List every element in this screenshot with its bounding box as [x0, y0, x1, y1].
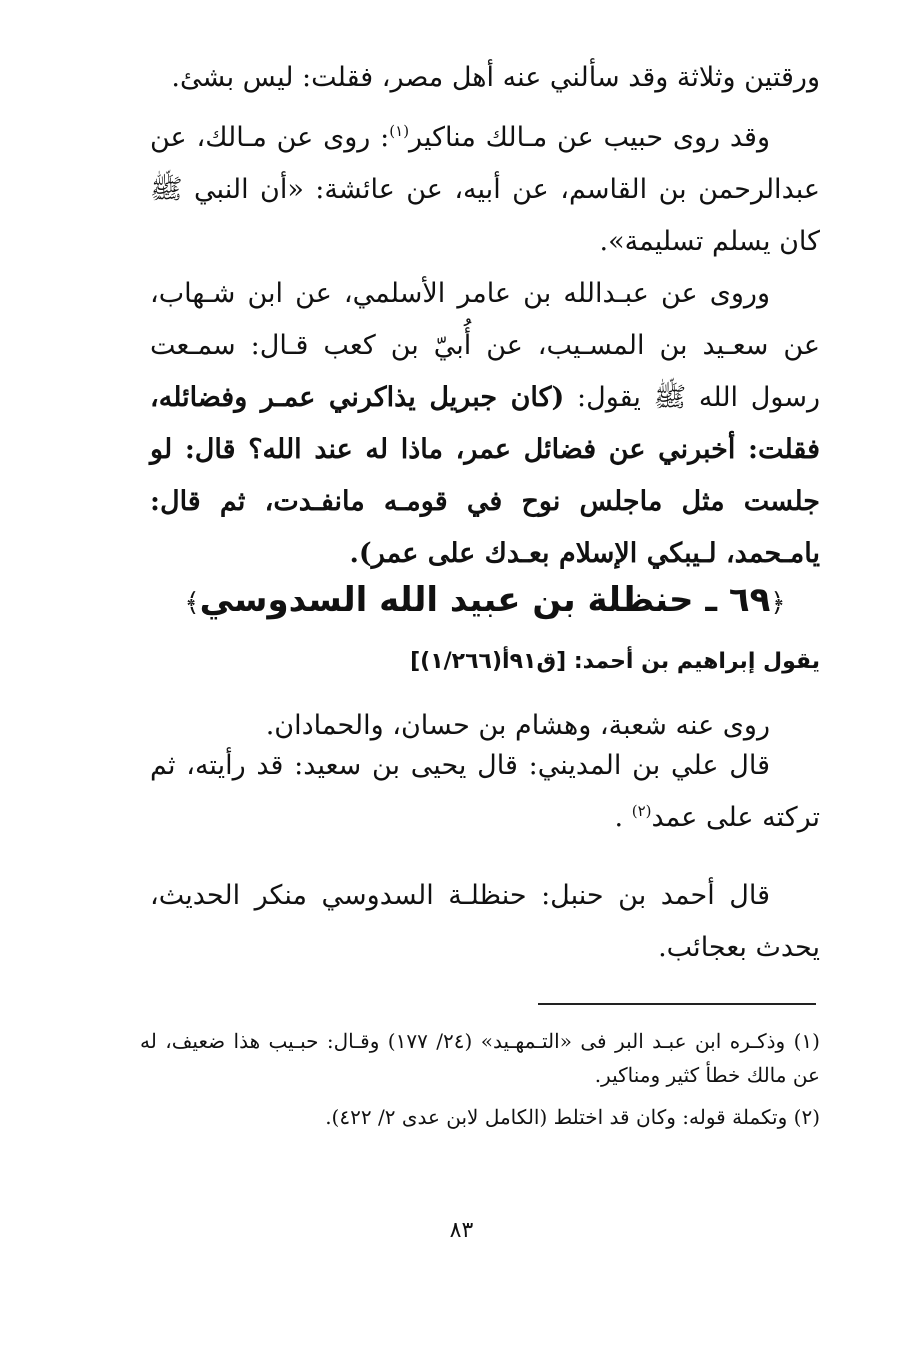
- footnote-2: (٢) وتكملة قوله: وكان قد اختلط (الكامل لابن عدى ٢/ ٤٢٢).: [325, 1105, 820, 1129]
- paragraph-1-text: ورقتين وثلاثة وقد سألني عنه أهل مصر، فقلت: ليس بشئ.: [171, 62, 820, 93]
- paragraph-4-text: روى عنه شعبة، وهشام بن حسان، والحمادان.: [265, 710, 770, 741]
- hadith-quote: (كان جبريل يذاكرني عمـر وفضائله، فقلت: أخبرني عن فضائل عمر، ماذا له عند الله؟ قال: لو جلست مثل ماجلس نوح في قومـه مانفـدت، ثم قال: يامـحمد، لـيبكي الإسلام بعـدك على عمر).: [150, 382, 821, 569]
- paragraph-6-text: قال أحمد بن حنبل: حنظلـة السدوسي منكر الحديث، يحدث بعجائب.: [150, 880, 820, 963]
- footnote-ref-1: (١): [389, 122, 410, 140]
- paragraph-6: [150, 870, 820, 974]
- paragraph-5: [150, 740, 820, 844]
- footnote-ref-2: (٢): [631, 802, 652, 820]
- page-number: ٨٣: [449, 1218, 474, 1243]
- footnotes: [140, 1024, 820, 1142]
- heading-ornament-right: ﴾: [184, 588, 200, 618]
- paragraph-2-text-b: : روى عن مـالك، عن عبدالرحمن بن القاسم، عن أبيه، عن عائشة: «أن النبي ﷺ كان يسلم تسليمة».: [150, 122, 820, 257]
- heading-ornament-left: ﴿: [770, 588, 786, 618]
- paragraph-3: [150, 268, 820, 580]
- paragraph-1: [150, 52, 820, 104]
- paragraph-2: [150, 112, 820, 268]
- paragraph-3-text: وروى عن عبـدالله بن عامر الأسلمي، عن ابن شـهاب، عن سعـيد بن المسـيب، عن أُبيّ بن كعب قـال: سمـعت رسول الله ﷺ يقول:: [150, 278, 821, 413]
- paragraph-2-text-a: وقد روى حبيب عن مـالك مناكير: [409, 122, 771, 153]
- section-heading: [150, 572, 820, 631]
- footnote-1: (١) وذكـره ابن عبـد البر فى «التـمهـيد» (٢٤/ ١٧٧) وقـال: حبـيب هذا ضعيف، له عن مالك خطأ كثير ومناكير.: [140, 1029, 820, 1087]
- footnote-divider: [538, 1003, 816, 1005]
- heading-title: ٦٩ ـ حنظلة بن عبيد الله السدوسي: [199, 580, 771, 620]
- paragraph-5-text-a: قال علي بن المديني: قال يحيى بن سعيد: قد رأيته، ثم تركته على عمد: [150, 750, 820, 833]
- sub-heading: يقول إبراهيم بن أحمد: [ق٩١أ(١/٢٦٦)]: [410, 649, 820, 674]
- paragraph-5-text-b: .: [614, 802, 632, 833]
